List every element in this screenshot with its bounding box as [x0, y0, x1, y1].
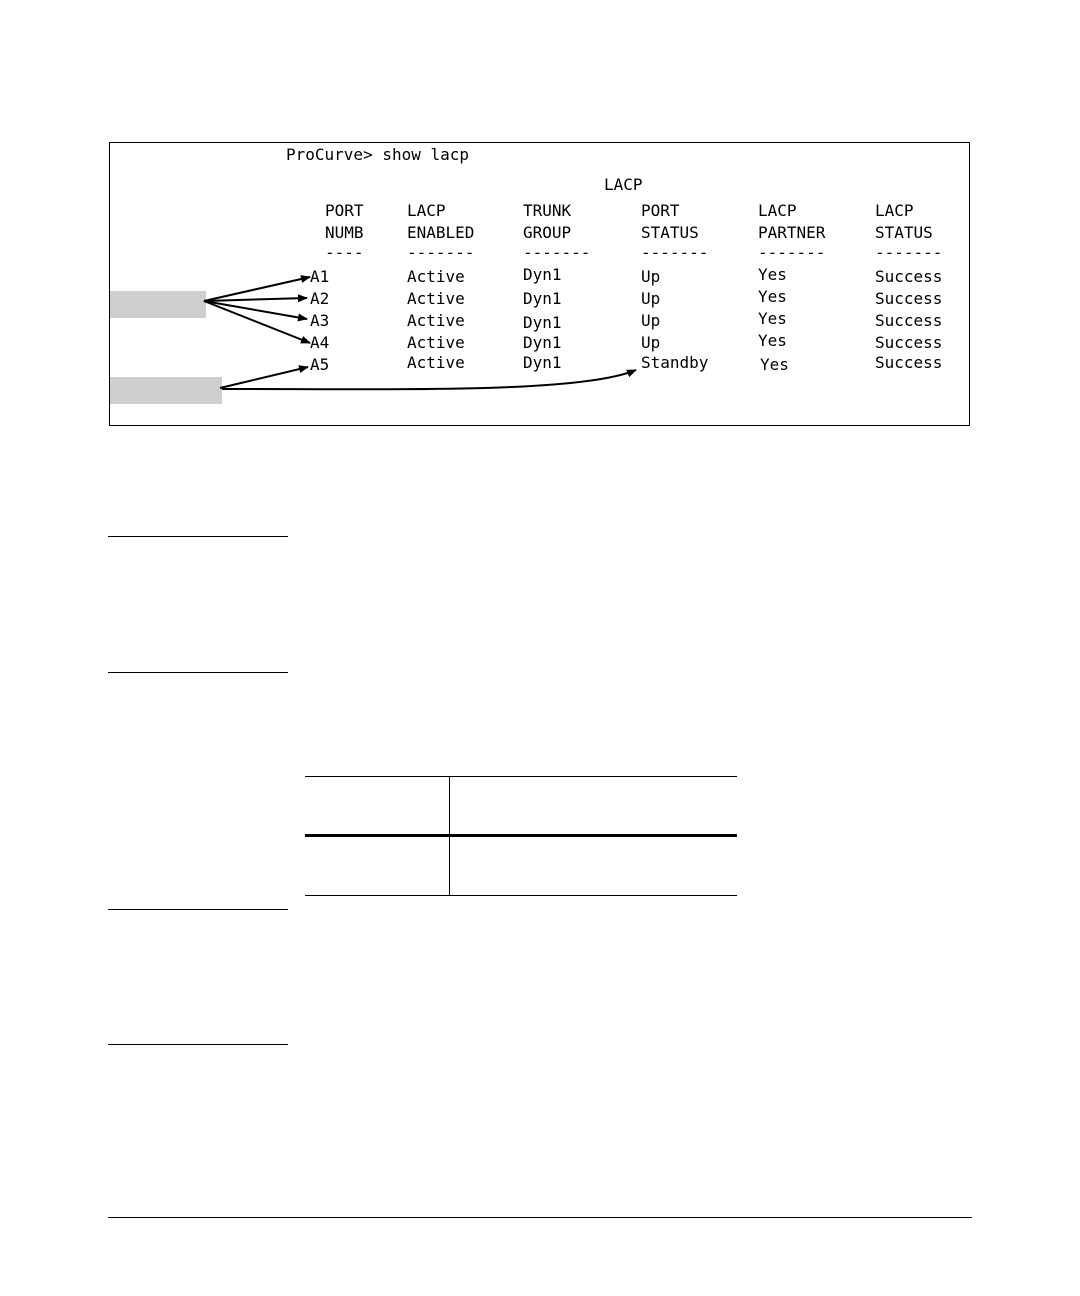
- enabled-cell: Active: [407, 353, 465, 372]
- header-lacp-enabled-1: LACP: [407, 201, 446, 220]
- margin-rule-1: [108, 536, 288, 537]
- header-lacp-status-dash: -------: [875, 243, 943, 262]
- lacp-title: LACP: [604, 175, 643, 194]
- header-lacp-partner-dash: -------: [758, 243, 826, 262]
- port-status-cell: Up: [641, 289, 661, 308]
- port-status-cell: Standby: [641, 353, 709, 372]
- lacp-screenshot-figure: [109, 142, 970, 426]
- partner-cell: Yes: [758, 309, 787, 328]
- header-lacp-status-1: LACP: [875, 201, 914, 220]
- enabled-cell: Active: [407, 333, 465, 352]
- enabled-cell: Active: [407, 311, 465, 330]
- arrow-to-a3: [204, 301, 307, 319]
- partner-cell: Yes: [758, 265, 787, 284]
- header-trunk-group-dash: -------: [523, 243, 591, 262]
- group-cell: Dyn1: [523, 265, 562, 284]
- group-cell: Dyn1: [523, 353, 562, 372]
- header-port-numb-dash: ----: [325, 243, 364, 262]
- port-status-cell: Up: [641, 311, 661, 330]
- margin-rule-4: [108, 1044, 288, 1045]
- lacp-status-cell: Success: [875, 267, 943, 286]
- port-cell: A5: [310, 355, 330, 374]
- enabled-cell: Active: [407, 267, 465, 286]
- port-cell: A2: [310, 289, 330, 308]
- header-lacp-partner-2: PARTNER: [758, 223, 826, 242]
- header-port-numb-2: NUMB: [325, 223, 364, 242]
- group-cell: Dyn1: [523, 313, 562, 332]
- header-port-status-1: PORT: [641, 201, 680, 220]
- lacp-status-cell: Success: [875, 311, 943, 330]
- arrow-to-a5: [220, 367, 308, 388]
- header-trunk-group-2: GROUP: [523, 223, 572, 242]
- table-bottom-rule: [305, 895, 737, 896]
- margin-rule-3: [108, 909, 288, 910]
- header-port-status-2: STATUS: [641, 223, 699, 242]
- port-cell: A1: [310, 267, 330, 286]
- command-prompt: ProCurve> show lacp: [286, 145, 470, 164]
- partner-cell: Yes: [760, 355, 789, 374]
- header-port-numb-1: PORT: [325, 201, 364, 220]
- port-cell: A4: [310, 333, 330, 352]
- enabled-cell: Active: [407, 289, 465, 308]
- lacp-status-cell: Success: [875, 353, 943, 372]
- port-status-cell: Up: [641, 267, 661, 286]
- partner-cell: Yes: [758, 287, 787, 306]
- table-column-divider: [449, 776, 450, 896]
- header-lacp-enabled-dash: -------: [407, 243, 475, 262]
- margin-rule-2: [108, 672, 288, 673]
- arrow-to-a4: [204, 301, 310, 343]
- group-cell: Dyn1: [523, 289, 562, 308]
- lacp-status-cell: Success: [875, 333, 943, 352]
- info-table: [305, 776, 737, 896]
- port-cell: A3: [310, 311, 330, 330]
- header-lacp-status-2: STATUS: [875, 223, 933, 242]
- footer-rule: [108, 1217, 972, 1218]
- header-lacp-enabled-2: ENABLED: [407, 223, 475, 242]
- table-header-rule: [305, 834, 737, 837]
- group-cell: Dyn1: [523, 333, 562, 352]
- lacp-status-cell: Success: [875, 289, 943, 308]
- header-port-status-dash: -------: [641, 243, 709, 262]
- partner-cell: Yes: [758, 331, 787, 350]
- table-top-rule: [305, 776, 737, 777]
- header-lacp-partner-1: LACP: [758, 201, 797, 220]
- callout-arrows: [110, 143, 971, 427]
- header-trunk-group-1: TRUNK: [523, 201, 572, 220]
- port-status-cell: Up: [641, 333, 661, 352]
